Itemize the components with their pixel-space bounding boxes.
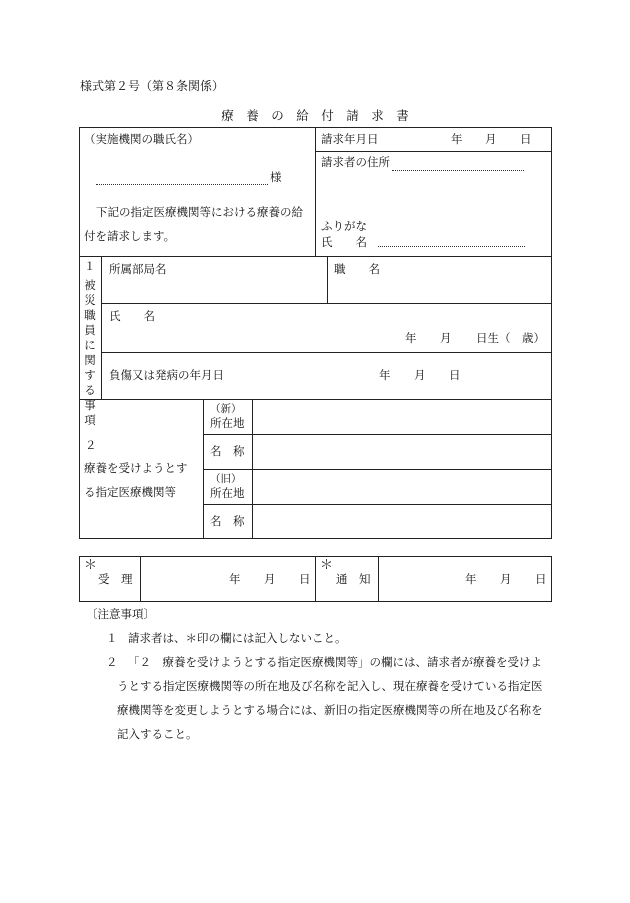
requester-name-field[interactable] [378,246,525,247]
form-number: 様式第２号（第８条関係） [80,79,225,93]
divider [203,469,552,470]
receipt-asterisk: ＊ [84,558,98,573]
birth-suffix-label: 日生（ 歳） [476,331,545,345]
divider [101,352,552,353]
injury-date-label: 負傷又は発病の年月日 [109,368,224,382]
post-label: 職 名 [334,262,380,276]
section2-label-line1: 療養を受けようとす [84,461,188,475]
new-mark: （新） [210,403,242,415]
requester-name-label: 氏 名 [321,235,367,249]
notice-month-label: 月 [500,572,512,586]
page-title: 療 養 の 給 付 請 求 書 [221,108,409,123]
dept-label: 所属部局名 [109,262,167,276]
section2-label-line2: る指定医療機関等 [84,485,176,499]
address-field[interactable] [392,170,524,171]
note2-line4: 記入すること。 [117,727,198,741]
divider [327,256,328,303]
notice-asterisk: ＊ [320,558,334,573]
address-label: 請求者の住所 [321,155,390,169]
notice-day-label: 日 [535,572,547,586]
receipt-year-label: 年 [229,572,241,586]
divider [101,256,102,400]
notice-label: 通 知 [336,572,371,586]
section2-number: ２ [85,438,97,452]
request-day-label: 日 [520,132,532,146]
sama-label: 様 [270,170,282,184]
divider [203,434,552,435]
divider [315,556,316,602]
receipt-day-label: 日 [299,572,311,586]
old-location-label: 所在地 [210,486,245,500]
note2-number: ２ [106,655,118,669]
notice-year-label: 年 [465,572,477,586]
institution-name-field[interactable] [96,184,268,185]
new-location-label: 所在地 [210,416,245,430]
request-text-line1: 下記の指定医療機関等における療養の給 [96,205,303,219]
note2-line1: 「２ 療養を受けようとする指定医療機関等」の欄には、請求者が療養を受けよ [128,655,542,669]
notes-header: 〔注意事項〕 [86,607,155,621]
employee-name-label: 氏 名 [109,309,155,323]
receipt-label: 受 理 [98,572,133,586]
divider [378,556,379,602]
furigana-label: ふりがな [321,219,367,233]
section1-title: 被災職員に関する事項 [84,278,96,427]
institution-label: （実施機関の職氏名） [84,132,199,146]
injury-day-label: 日 [449,368,461,382]
birth-month-label: 月 [440,331,452,345]
new-name-label: 名 称 [210,444,245,458]
divider [315,151,552,152]
old-mark: （旧） [210,473,242,485]
divider [315,127,316,257]
request-date-label: 請求年月日 [321,132,379,146]
note2-line3: 療機関等を変更しようとする場合には、新旧の指定医療機関等の所在地及び名称を [117,703,543,717]
receipt-month-label: 月 [264,572,276,586]
divider [203,504,552,505]
injury-month-label: 月 [414,368,426,382]
request-year-label: 年 [451,132,463,146]
divider [101,303,552,304]
old-name-label: 名 称 [210,514,245,528]
birth-year-label: 年 [405,331,417,345]
note1-text: 請求者は、＊印の欄には記入しないこと。 [128,631,347,645]
note1-number: １ [106,631,118,645]
request-text-line2: 付を請求します。 [84,229,176,243]
section1-number: １ [84,259,96,273]
request-month-label: 月 [485,132,497,146]
injury-year-label: 年 [379,368,391,382]
note2-line2: うとする指定医療機関等の所在地及び名称を記入し、現在療養を受けている指定医 [117,679,543,693]
divider [140,556,141,602]
